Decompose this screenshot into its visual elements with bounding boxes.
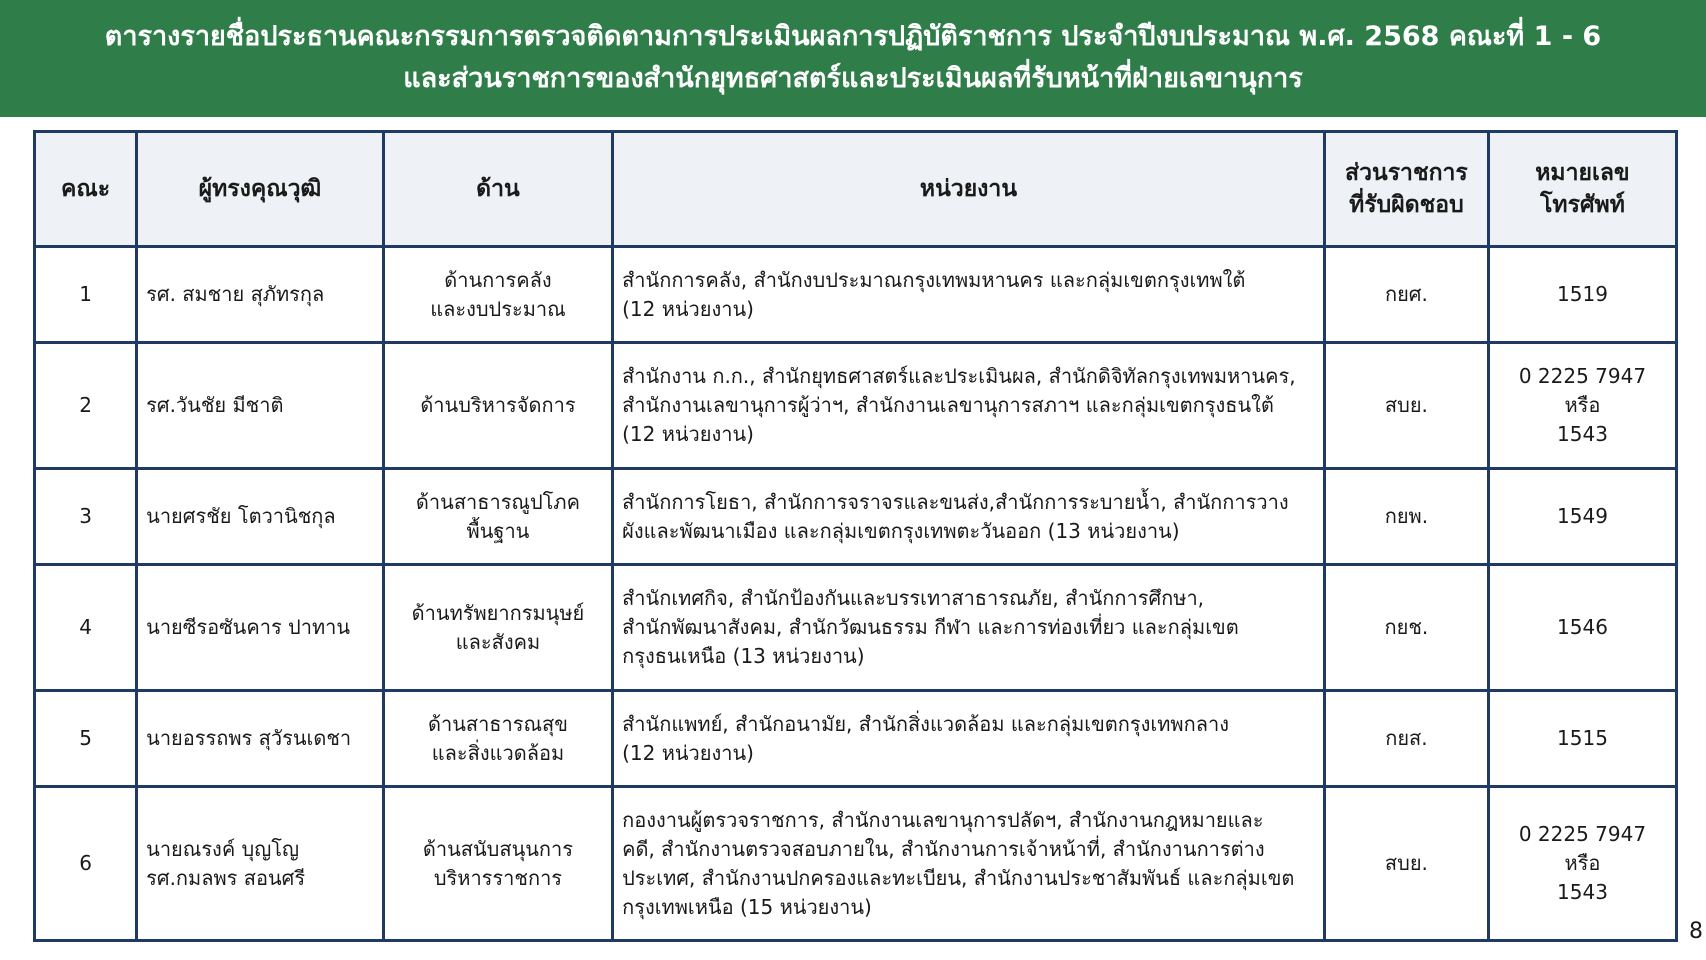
qualified-person (137, 787, 384, 941)
column-header-field: ด้าน (383, 132, 612, 247)
qualified-person (137, 691, 384, 787)
phone-line: 1519 (1557, 282, 1608, 306)
agency-line: สำนักการคลัง, สำนักงบประมาณกรุงเทพมหานคร และกลุ่มเขตกรุงเทพใต้ (622, 267, 1246, 292)
committee-number: 4 (35, 565, 137, 691)
column-header-phone (1488, 132, 1676, 247)
column-header-phone-line-1: หมายเลข (1535, 160, 1630, 186)
column-header-qualified-person: ผู้ทรงคุณวุฒิ (137, 132, 384, 247)
agency-line: สำนักงาน ก.ก., สำนักยุทธศาสตร์และประเมินผล, สำนักดิจิทัลกรุงเทพมหานคร, (622, 364, 1296, 388)
agency-line: สำนักการโยธา, สำนักการจราจรและขนส่ง,สำนักการระบายน้ำ, สำนักการวาง (622, 489, 1289, 514)
agency-line: ผังและพัฒนาเมือง และกลุ่มเขตกรุงเทพตะวันออก (13 หน่วยงาน) (622, 518, 1180, 543)
field-line: ด้านสาธารณูปโภค (415, 489, 580, 514)
field-line: และสิ่งแวดล้อม (431, 740, 565, 765)
qualified-person-line: นายซีรอซันคาร ปาทาน (146, 615, 351, 639)
agency-line: (12 หน่วยงาน) (622, 422, 754, 446)
phone-number (1488, 469, 1676, 565)
phone-number (1488, 247, 1676, 343)
committee-number: 2 (35, 343, 137, 469)
column-header-agency: หน่วยงาน (613, 132, 1325, 247)
phone-number (1488, 343, 1676, 469)
page-title-line-1: ตารางรายชื่อประธานคณะกรรมการตรวจติดตามการประเมินผลการปฏิบัติราชการ ประจำปีงบประมาณ พ.ศ. 2568 คณะที่ 1 - 6 (104, 21, 1602, 52)
table-row (35, 247, 1677, 343)
agency-line: กองงานผู้ตรวจราชการ, สำนักงานเลขานุการปลัดฯ, สำนักงานกฎหมายและ (622, 807, 1264, 832)
table-row (35, 469, 1677, 565)
field-line: และงบประมาณ (430, 296, 566, 321)
agency-line: กรุงธนเหนือ (13 หน่วยงาน) (622, 644, 865, 668)
field-line: ด้านทรัพยากรมนุษย์ (411, 600, 585, 625)
field-line: ด้านสาธารณสุข (427, 711, 568, 736)
agency-line: คดี, สำนักงานตรวจสอบภายใน, สำนักงานการเจ้าหน้าที่, สำนักงานการต่าง (622, 836, 1265, 861)
qualified-person (137, 565, 384, 691)
phone-line: 1546 (1557, 615, 1608, 639)
column-header-committee: คณะ (35, 132, 137, 247)
field (383, 247, 612, 343)
phone-number (1488, 691, 1676, 787)
column-header-responsible-line-1: ส่วนราชการ (1345, 160, 1468, 186)
committee-table (33, 130, 1678, 942)
responsible-agency: สบย. (1324, 787, 1488, 941)
table-row (35, 691, 1677, 787)
field (383, 787, 612, 941)
field-line: พื้นฐาน (466, 518, 530, 543)
qualified-person-line: รศ.วันชัย มีชาติ (146, 393, 284, 417)
phone-line: 0 2225 7947 หรือ (1518, 822, 1647, 875)
page-number: 8 (1689, 919, 1703, 944)
field-line: ด้านการคลัง (444, 267, 552, 292)
agency-line: ประเทศ, สำนักงานปกครองและทะเบียน, สำนักงานประชาสัมพันธ์ และกลุ่มเขต (622, 865, 1295, 890)
committee-number: 5 (35, 691, 137, 787)
field (383, 469, 612, 565)
column-header-phone-line-2: โทรศัพท์ (1540, 192, 1625, 218)
field-line: ด้านสนับสนุนการ (422, 836, 573, 861)
phone-line: 1549 (1557, 504, 1608, 528)
agency-line: (12 หน่วยงาน) (622, 740, 754, 765)
qualified-person-line: นายณรงค์ บุญโญ (146, 836, 300, 861)
page-header (0, 0, 1706, 117)
qualified-person (137, 469, 384, 565)
table-row (35, 565, 1677, 691)
responsible-agency: สบย. (1324, 343, 1488, 469)
agency-line: สำนักเทศกิจ, สำนักป้องกันและบรรเทาสาธารณภัย, สำนักการศึกษา, (622, 586, 1205, 610)
page-title-line-2: และส่วนราชการของสำนักยุทธศาสตร์และประเมินผลที่รับหน้าที่ฝ่ายเลขานุการ (403, 63, 1303, 94)
agency-line: กรุงเทพเหนือ (15 หน่วยงาน) (622, 894, 872, 919)
field-line: ด้านบริหารจัดการ (420, 393, 576, 417)
qualified-person-line: นายศรชัย โตวานิชกุล (146, 504, 336, 528)
phone-line: 0 2225 7947 หรือ (1518, 364, 1647, 417)
field-line: บริหารราชการ (433, 865, 563, 890)
phone-line: 1515 (1557, 726, 1608, 750)
field-line: และสังคม (455, 629, 541, 654)
phone-line: 1543 (1557, 880, 1608, 904)
responsible-agency: กยพ. (1324, 469, 1488, 565)
qualified-person (137, 343, 384, 469)
qualified-person-line: รศ.กมลพร สอนศรี (146, 865, 306, 890)
agency-line: สำนักงานเลขานุการผู้ว่าฯ, สำนักงานเลขานุการสภาฯ และกลุ่มเขตกรุงธนใต้ (622, 393, 1274, 417)
table-row (35, 787, 1677, 941)
field (383, 565, 612, 691)
responsible-agency: กยส. (1324, 691, 1488, 787)
responsible-agency: กยช. (1324, 565, 1488, 691)
agency-list (613, 691, 1325, 787)
agency-list (613, 343, 1325, 469)
qualified-person-line: นายอรรถพร สุวัรนเดชา (146, 726, 352, 750)
agency-list (613, 565, 1325, 691)
responsible-agency: กยศ. (1324, 247, 1488, 343)
committee-number: 6 (35, 787, 137, 941)
phone-number (1488, 787, 1676, 941)
table-header-row (35, 132, 1677, 247)
column-header-responsible (1324, 132, 1488, 247)
qualified-person-line: รศ. สมชาย สุภัทรกุล (146, 282, 325, 306)
agency-line: (12 หน่วยงาน) (622, 296, 754, 321)
agency-list (613, 787, 1325, 941)
table-row (35, 343, 1677, 469)
column-header-responsible-line-2: ที่รับผิดชอบ (1349, 192, 1464, 218)
agency-list (613, 469, 1325, 565)
field (383, 691, 612, 787)
qualified-person (137, 247, 384, 343)
phone-line: 1543 (1557, 422, 1608, 446)
committee-number: 1 (35, 247, 137, 343)
committee-number: 3 (35, 469, 137, 565)
agency-line: สำนักพัฒนาสังคม, สำนักวัฒนธรรม กีฬา และการท่องเที่ยว และกลุ่มเขต (622, 615, 1239, 639)
agency-list (613, 247, 1325, 343)
phone-number (1488, 565, 1676, 691)
field (383, 343, 612, 469)
agency-line: สำนักแพทย์, สำนักอนามัย, สำนักสิ่งแวดล้อม และกลุ่มเขตกรุงเทพกลาง (622, 711, 1229, 736)
